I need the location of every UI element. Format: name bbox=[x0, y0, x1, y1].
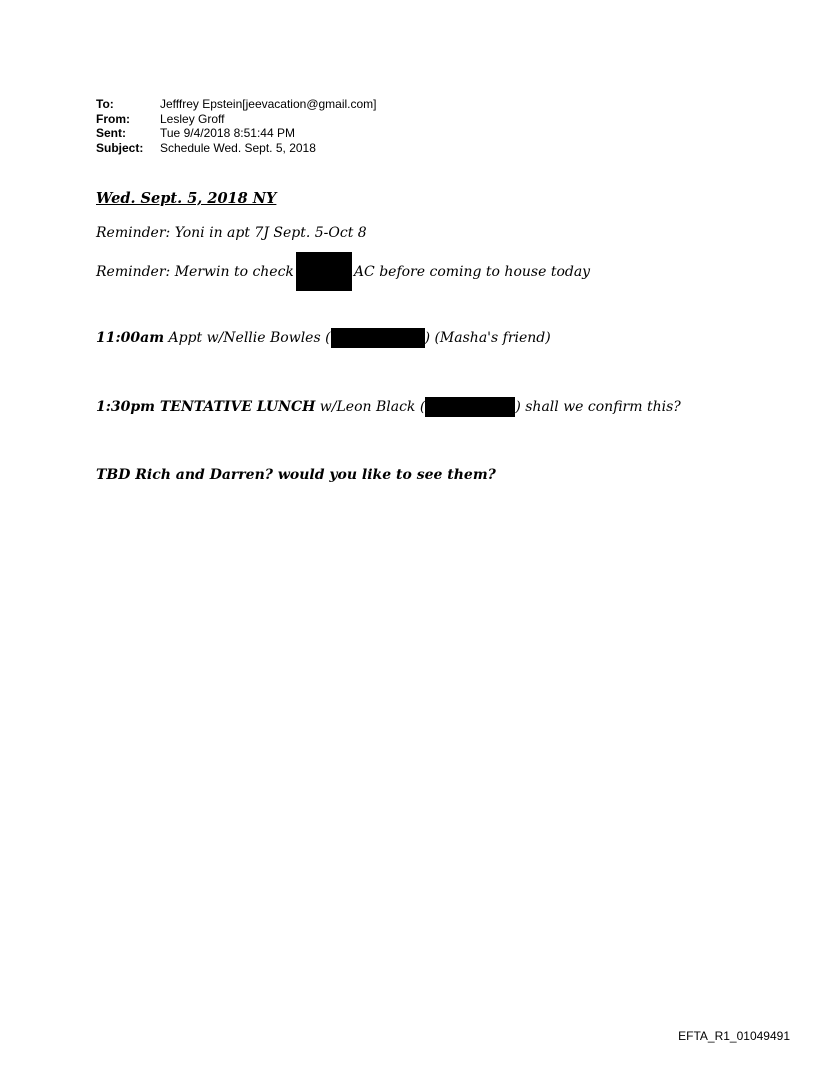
to-value: Jefffrey Epstein[jeevacation@gmail.com] bbox=[160, 97, 377, 111]
subject-value: Schedule Wed. Sept. 5, 2018 bbox=[160, 140, 316, 155]
redaction-block bbox=[296, 252, 352, 291]
email-header bbox=[96, 97, 377, 155]
redaction-block bbox=[331, 328, 425, 348]
sent-label: Sent: bbox=[96, 126, 126, 140]
from-label: From: bbox=[96, 111, 130, 126]
reminder-yoni: Reminder: Yoni in apt 7J Sept. 5-Oct 8 bbox=[96, 225, 367, 241]
appointment-130-text-b: ) shall we confirm this? bbox=[515, 399, 681, 415]
from-value: Lesley Groff bbox=[160, 111, 225, 126]
redaction-block bbox=[425, 397, 515, 417]
appointment-1100-time: 11:00am bbox=[96, 330, 165, 346]
subject-label: Subject: bbox=[96, 140, 144, 155]
from-row bbox=[96, 112, 377, 127]
to-label: To: bbox=[96, 97, 114, 111]
reminder-merwin-text-a: Reminder: Merwin to check bbox=[96, 263, 294, 280]
schedule-title: Wed. Sept. 5, 2018 NY bbox=[96, 190, 277, 207]
document-id: EFTA_R1_01049491 bbox=[678, 1029, 790, 1043]
appointment-130 bbox=[96, 397, 681, 417]
tbd-line: TBD Rich and Darren? would you like to see them? bbox=[96, 467, 496, 483]
sent-row bbox=[96, 126, 377, 141]
appointment-130-text-a: w/Leon Black ( bbox=[315, 399, 426, 415]
reminder-merwin-text-b: AC before coming to house today bbox=[353, 263, 591, 280]
subject-row bbox=[96, 141, 377, 156]
sent-value: Tue 9/4/2018 8:51:44 PM bbox=[160, 126, 295, 140]
appointment-130-time: 1:30pm TENTATIVE LUNCH bbox=[96, 399, 316, 415]
reminder-merwin bbox=[96, 252, 590, 291]
to-row bbox=[96, 97, 377, 112]
appointment-1100-text-a: Appt w/Nellie Bowles ( bbox=[164, 330, 331, 346]
appointment-1100 bbox=[96, 328, 551, 348]
appointment-1100-text-b: ) (Masha's friend) bbox=[424, 330, 551, 346]
